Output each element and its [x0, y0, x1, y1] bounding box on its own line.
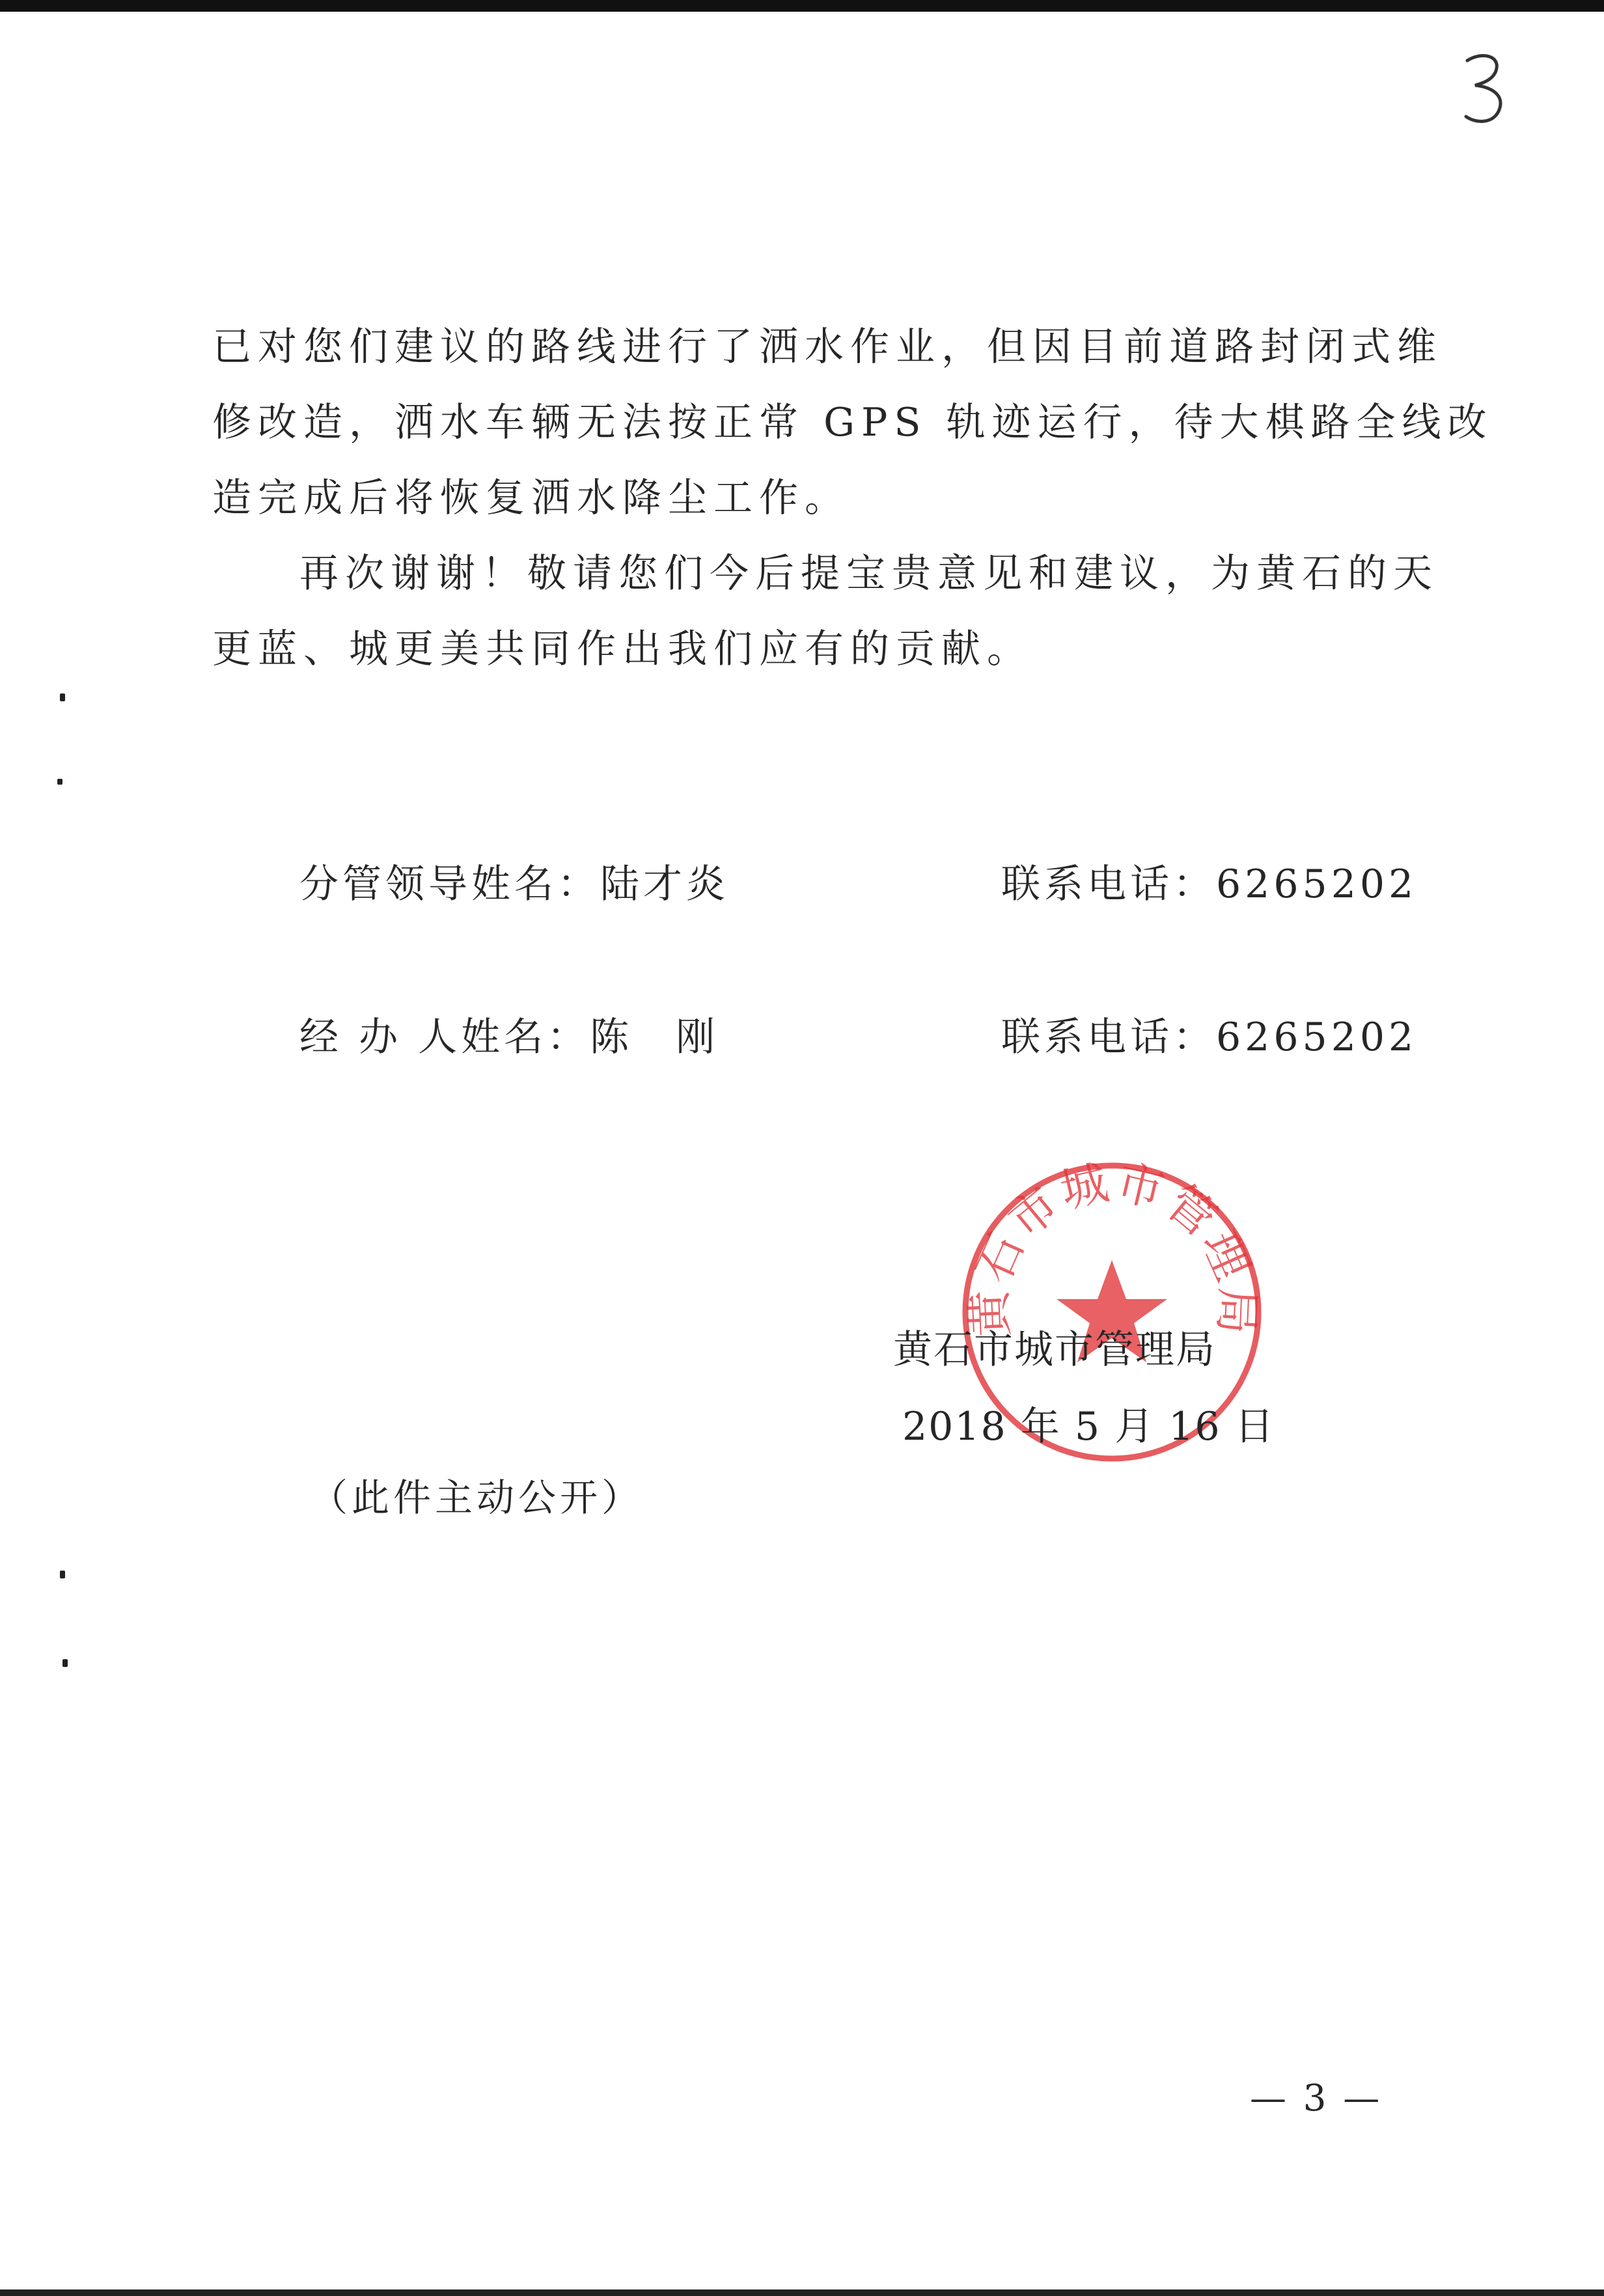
- leader-contact-row: [299, 853, 729, 909]
- body-line: 更蓝、城更美共同作出我们应有的贡献。: [212, 626, 1032, 672]
- leader-name: 陆才炎: [600, 861, 729, 907]
- scan-bottom-edge: [0, 2289, 1604, 2296]
- body-line: 已对您们建议的路线进行了洒水作业，但因目前道路封闭式维: [212, 324, 1443, 370]
- disclosure-note: （此件主动公开）: [310, 1476, 644, 1520]
- body-line: 再次谢谢！敬请您们今后提宝贵意见和建议，为黄石的天: [299, 551, 1439, 596]
- handler-contact-row: [299, 1006, 719, 1062]
- scan-speck: [60, 1571, 65, 1578]
- handler-name: 陈 刚: [590, 1015, 719, 1060]
- leader-phone-row: [1001, 853, 1417, 909]
- handler-phone-row: [1001, 1006, 1417, 1062]
- page-number: — 3 —: [1250, 2077, 1383, 2120]
- scan-speck: [57, 779, 62, 785]
- issue-date: 2018 年 5 月 16 日: [902, 1404, 1275, 1449]
- handwritten-page-mark: [1456, 49, 1514, 127]
- scan-speck: [62, 1659, 68, 1667]
- leader-label: 分管领导姓名：: [299, 861, 600, 907]
- leader-phone: 6265202: [1216, 861, 1418, 907]
- handler-phone-label: 联系电话：: [1001, 1015, 1216, 1060]
- svg-text:黄石市城市管理局: 黄石市城市管理局: [961, 1154, 1265, 1338]
- handler-label: 经 办 人姓名：: [299, 1015, 590, 1060]
- issuing-organization: 黄石市城市管理局: [893, 1327, 1216, 1373]
- scan-speck: [60, 693, 65, 701]
- body-line: 修改造，洒水车辆无法按正常 GPS 轨迹运行，待大棋路全线改: [212, 400, 1493, 445]
- handler-phone: 6265202: [1216, 1015, 1418, 1060]
- scan-top-edge: [0, 0, 1604, 12]
- leader-phone-label: 联系电话：: [1001, 861, 1216, 907]
- body-line: 造完成后将恢复洒水降尘工作。: [212, 475, 850, 521]
